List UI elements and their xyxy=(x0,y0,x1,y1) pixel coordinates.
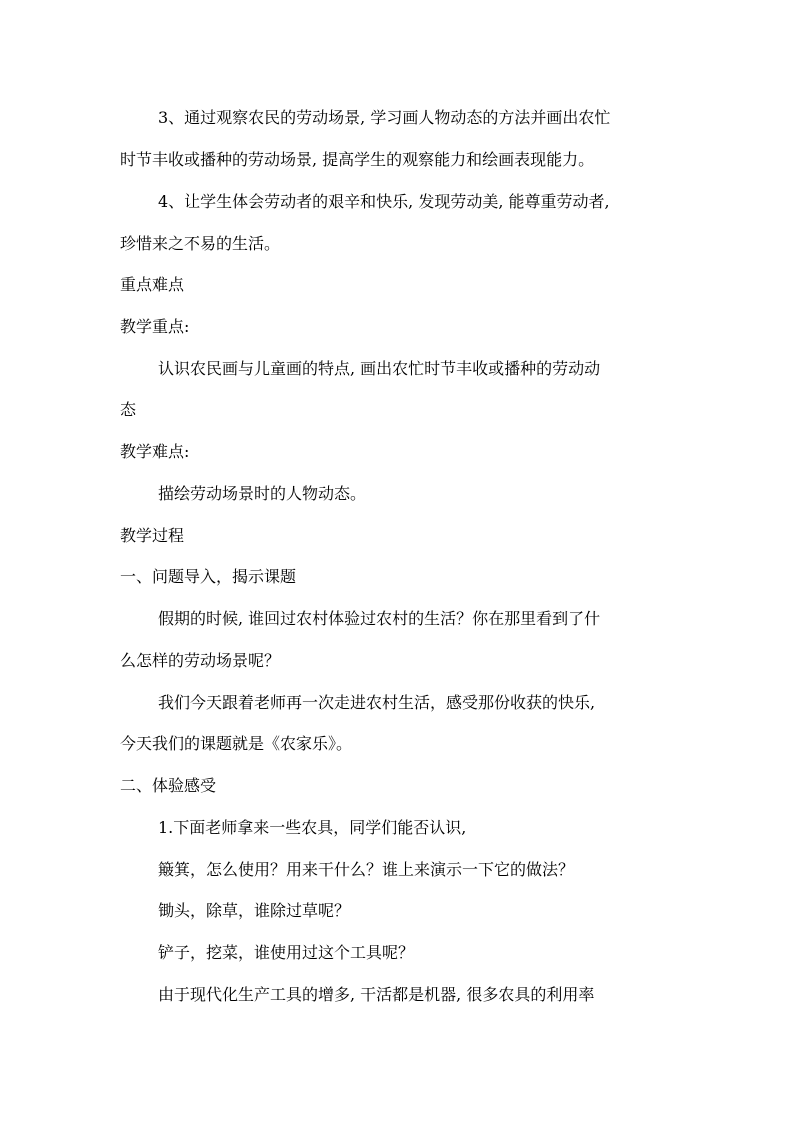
objective-4-line-2: 珍惜来之不易的生活。 xyxy=(120,234,281,253)
teaching-focus-line-1: 认识农民画与儿童画的特点, 画出农忙时节丰收或播种的劳动动 xyxy=(158,359,601,378)
objective-4-line-1: 4、让学生体会劳动者的艰辛和快乐, 发现劳动美, 能尊重劳动者, xyxy=(158,192,610,211)
teaching-focus-line-2: 态 xyxy=(120,400,137,419)
section-one-para1-line-1: 假期的时候, 谁回过农村体验过农村的生活？你在那里看到了什 xyxy=(158,609,601,628)
section-two-shovel-line: 铲子，挖菜，谁使用过这个工具呢？ xyxy=(158,943,415,962)
objective-3-line-1: 3、通过观察农民的劳动场景, 学习画人物动态的方法并画出农忙 xyxy=(158,108,611,127)
section-two-hoe-line: 锄头，除草，谁除过草呢？ xyxy=(158,901,351,920)
section-two-dustpan-line: 簸箕，怎么使用？用来干什么？谁上来演示一下它的做法？ xyxy=(158,860,575,879)
section-two-heading: 二、体验感受 xyxy=(120,776,217,795)
section-one-para2-line-1: 我们今天跟着老师再一次走进农村生活，感受那份收获的快乐, xyxy=(158,693,596,712)
heading-key-points: 重点难点 xyxy=(120,275,185,294)
heading-teaching-process: 教学过程 xyxy=(120,526,185,545)
section-one-para1-line-2: 么怎样的劳动场景呢？ xyxy=(120,651,281,670)
teaching-difficulty-text: 描绘劳动场景时的人物动态。 xyxy=(158,484,367,503)
section-one-heading: 一、问题导入，揭示课题 xyxy=(120,567,297,586)
objective-3-line-2: 时节丰收或播种的劳动场景, 提高学生的观察能力和绘画表现能力。 xyxy=(120,150,595,169)
heading-teaching-focus: 教学重点: xyxy=(120,317,190,336)
heading-teaching-difficulty: 教学难点: xyxy=(120,442,190,461)
section-two-modern-tools-line: 由于现代化生产工具的增多, 干活都是机器, 很多农具的利用率 xyxy=(158,985,595,1004)
section-one-para2-line-2: 今天我们的课题就是《农家乐》。 xyxy=(120,734,353,753)
section-two-item-1: 1.下面老师拿来一些农具，同学们能否认识, xyxy=(158,818,467,837)
